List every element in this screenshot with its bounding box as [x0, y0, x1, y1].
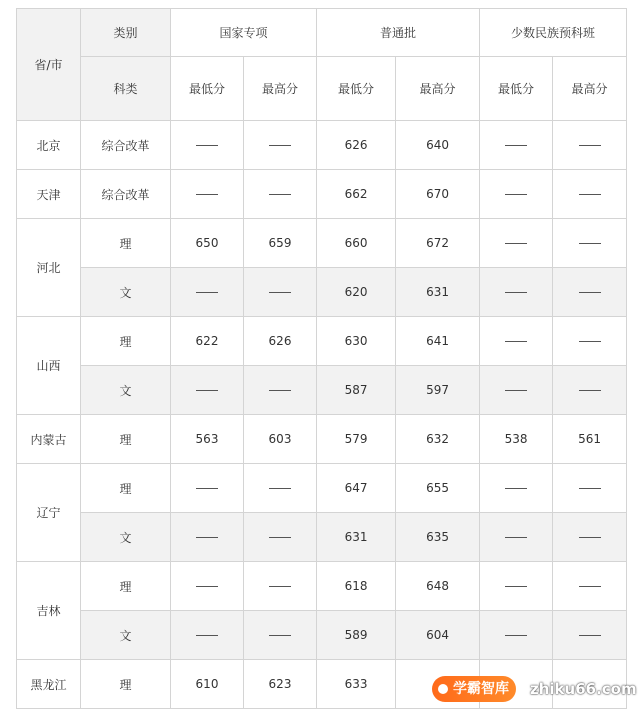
subject-cell: 文 [81, 268, 171, 317]
no-data-dash [269, 292, 291, 293]
watermark [432, 676, 637, 702]
score-cell: 660 [317, 219, 396, 268]
no-data-dash [579, 243, 601, 244]
group-header-minority: 少数民族预科班 [480, 9, 627, 57]
no-data-dash [196, 488, 218, 489]
score-cell: 623 [244, 660, 317, 709]
subject-header: 科类 [81, 57, 171, 121]
table-row [17, 121, 627, 170]
no-data-dash [196, 292, 218, 293]
no-data-dash [269, 488, 291, 489]
watermark-brand-text: 学霸智库 [453, 681, 509, 697]
subject-cell: 理 [81, 660, 171, 709]
score-cell: 635 [396, 513, 480, 562]
no-data-dash [269, 145, 291, 146]
score-cell [171, 611, 244, 660]
no-data-dash [579, 390, 601, 391]
min-score-header: 最低分 [480, 57, 553, 121]
no-data-dash [505, 390, 527, 391]
score-cell: 633 [317, 660, 396, 709]
province-cell: 内蒙古 [17, 415, 81, 464]
score-cell: 632 [396, 415, 480, 464]
no-data-dash [269, 586, 291, 587]
no-data-dash [505, 341, 527, 342]
no-data-dash [269, 194, 291, 195]
no-data-dash [196, 390, 218, 391]
score-cell [171, 513, 244, 562]
score-cell [480, 219, 553, 268]
no-data-dash [269, 537, 291, 538]
table-row [17, 415, 627, 464]
table-row [17, 317, 627, 366]
score-cell: 589 [317, 611, 396, 660]
score-cell [171, 170, 244, 219]
subject-cell: 综合改革 [81, 121, 171, 170]
score-cell: 603 [244, 415, 317, 464]
category-header: 类别 [81, 9, 171, 57]
score-cell [244, 268, 317, 317]
score-cell: 626 [317, 121, 396, 170]
province-cell: 黑龙江 [17, 660, 81, 709]
score-cell: 672 [396, 219, 480, 268]
score-cell: 563 [171, 415, 244, 464]
no-data-dash [579, 488, 601, 489]
no-data-dash [196, 586, 218, 587]
score-cell [480, 513, 553, 562]
score-cell [171, 562, 244, 611]
score-cell [244, 562, 317, 611]
no-data-dash [196, 537, 218, 538]
score-cell [480, 611, 553, 660]
subject-cell: 文 [81, 366, 171, 415]
no-data-dash [505, 635, 527, 636]
max-score-header: 最高分 [553, 57, 627, 121]
score-cell [480, 268, 553, 317]
province-cell: 河北 [17, 219, 81, 317]
score-cell [244, 513, 317, 562]
score-cell: 670 [396, 170, 480, 219]
province-cell: 辽宁 [17, 464, 81, 562]
score-cell [171, 464, 244, 513]
score-cell: 655 [396, 464, 480, 513]
no-data-dash [579, 537, 601, 538]
score-cell [244, 170, 317, 219]
no-data-dash [579, 145, 601, 146]
subject-cell: 理 [81, 464, 171, 513]
table-row [17, 611, 627, 660]
score-cell [171, 366, 244, 415]
score-cell [553, 611, 627, 660]
score-cell [553, 121, 627, 170]
score-cell: 579 [317, 415, 396, 464]
score-cell: 640 [396, 121, 480, 170]
score-cell: 648 [396, 562, 480, 611]
score-cell: 561 [553, 415, 627, 464]
score-cell [480, 366, 553, 415]
table-row [17, 464, 627, 513]
no-data-dash [269, 390, 291, 391]
table-row [17, 562, 627, 611]
score-cell [171, 121, 244, 170]
score-cell [553, 170, 627, 219]
score-cell [553, 513, 627, 562]
score-cell: 641 [396, 317, 480, 366]
score-cell [553, 268, 627, 317]
score-cell [244, 464, 317, 513]
watermark-site: zhiku66.com [530, 680, 637, 698]
score-cell: 662 [317, 170, 396, 219]
score-cell: 650 [171, 219, 244, 268]
score-cell: 659 [244, 219, 317, 268]
province-cell: 山西 [17, 317, 81, 415]
subject-cell: 理 [81, 219, 171, 268]
score-cell: 647 [317, 464, 396, 513]
province-header: 省/市 [17, 9, 81, 121]
max-score-header: 最高分 [244, 57, 317, 121]
no-data-dash [505, 292, 527, 293]
header-row-2 [17, 57, 627, 121]
score-table [16, 8, 627, 709]
watermark-brand [432, 676, 516, 702]
score-cell [244, 121, 317, 170]
subject-cell: 理 [81, 317, 171, 366]
score-cell: 622 [171, 317, 244, 366]
table-row [17, 219, 627, 268]
no-data-dash [505, 586, 527, 587]
score-cell [553, 464, 627, 513]
score-cell [480, 170, 553, 219]
province-cell: 北京 [17, 121, 81, 170]
no-data-dash [579, 292, 601, 293]
no-data-dash [196, 635, 218, 636]
group-header-regular: 普通批 [317, 9, 480, 57]
score-cell [553, 317, 627, 366]
min-score-header: 最低分 [171, 57, 244, 121]
brand-logo-icon [438, 684, 448, 694]
no-data-dash [505, 537, 527, 538]
no-data-dash [579, 194, 601, 195]
table-row [17, 366, 627, 415]
min-score-header: 最低分 [317, 57, 396, 121]
score-cell: 538 [480, 415, 553, 464]
province-cell: 天津 [17, 170, 81, 219]
score-cell: 630 [317, 317, 396, 366]
score-cell [553, 562, 627, 611]
subject-cell: 理 [81, 562, 171, 611]
subject-cell: 文 [81, 513, 171, 562]
no-data-dash [505, 194, 527, 195]
score-cell: 626 [244, 317, 317, 366]
score-cell [480, 317, 553, 366]
score-cell: 631 [317, 513, 396, 562]
no-data-dash [579, 341, 601, 342]
score-cell [480, 562, 553, 611]
no-data-dash [505, 488, 527, 489]
group-header-national: 国家专项 [171, 9, 317, 57]
table-row [17, 170, 627, 219]
no-data-dash [269, 635, 291, 636]
subject-cell: 综合改革 [81, 170, 171, 219]
score-cell: 597 [396, 366, 480, 415]
no-data-dash [196, 194, 218, 195]
score-cell [553, 366, 627, 415]
no-data-dash [505, 243, 527, 244]
no-data-dash [196, 145, 218, 146]
score-cell: 604 [396, 611, 480, 660]
province-cell: 吉林 [17, 562, 81, 660]
table-row [17, 513, 627, 562]
no-data-dash [579, 635, 601, 636]
no-data-dash [505, 145, 527, 146]
score-cell [244, 611, 317, 660]
header-row-1 [17, 9, 627, 57]
table-row [17, 268, 627, 317]
score-cell [553, 219, 627, 268]
score-cell [480, 121, 553, 170]
score-cell: 587 [317, 366, 396, 415]
score-cell [244, 366, 317, 415]
no-data-dash [579, 586, 601, 587]
score-cell: 618 [317, 562, 396, 611]
score-cell: 631 [396, 268, 480, 317]
subject-cell: 文 [81, 611, 171, 660]
subject-cell: 理 [81, 415, 171, 464]
score-cell [480, 464, 553, 513]
max-score-header: 最高分 [396, 57, 480, 121]
score-cell [171, 268, 244, 317]
score-cell: 610 [171, 660, 244, 709]
score-cell: 620 [317, 268, 396, 317]
